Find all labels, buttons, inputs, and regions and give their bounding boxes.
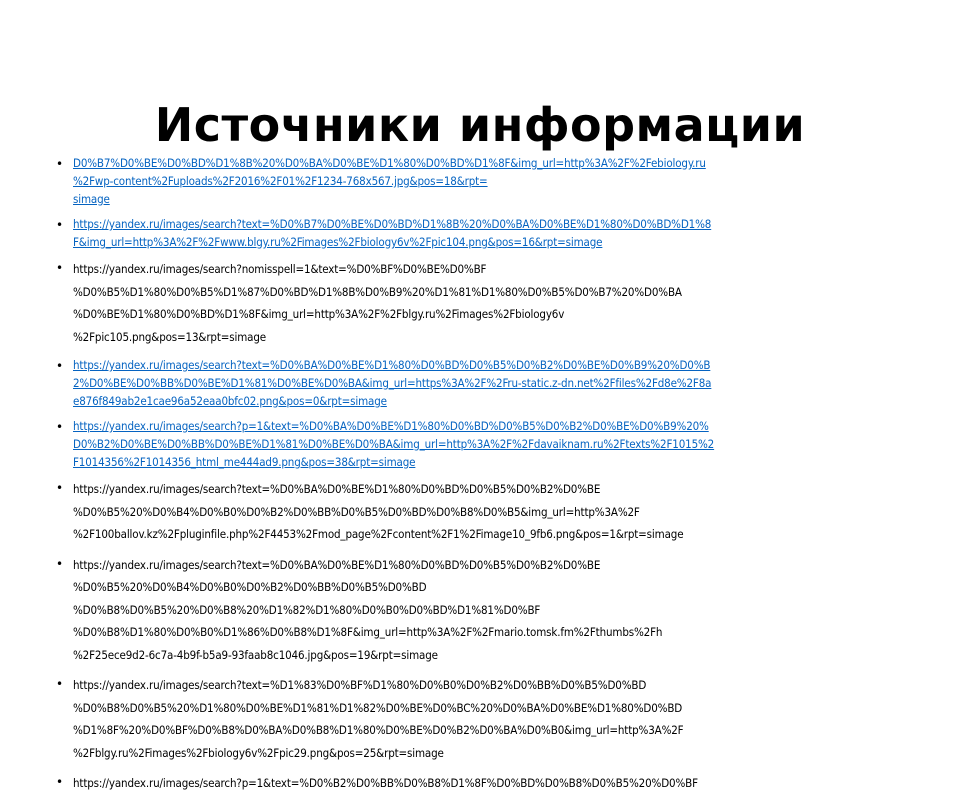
source-line: %D0%B8%D0%B5%20%D1%80%D0%BE%D1%81%D1%82%D0%BE%D0%BC%20%D0%BA%D0%BE%D1%80%D0%BD: [73, 700, 683, 715]
source-text: [73, 258, 916, 348]
source-line: %D0%BE%D1%80%D0%BD%D1%8F&img_url=http%3A%2F%2Fblgy.ru%2Fimages%2Fbiology6v: [73, 307, 565, 321]
source-line[interactable]: F&img_url=http%3A%2F%2Fwww.blgy.ru%2Fimages%2Fbiology6v%2Fpic104.png&pos=16&rpt=simage: [73, 235, 603, 249]
source-text: [73, 554, 916, 667]
source-line[interactable]: D0%B2%D0%BE%D0%BB%D0%BE%D1%81%D0%BE%D0%BA&img_url=http%3A%2F%2Fdavaiknam.ru%2Ftexts%2F1015%2: [73, 437, 715, 451]
source-line: %2F25ece9d2-6c7a-4b9f-b5a9-93faab8c1046.jpg&pos=19&rpt=simage: [73, 647, 438, 662]
source-line: %2F100ballov.kz%2Fpluginfile.php%2F4453%2Fmod_page%2Fcontent%2F1%2Fimage10_9fb6.png&pos=1&rpt=simage: [73, 527, 684, 541]
source-line[interactable]: https://yandex.ru/images/search?text=%D0%BA%D0%BE%D1%80%D0%BD%D0%B5%D0%B2%D0%BE%D0%B9%20%D0%B: [73, 358, 711, 372]
source-line: %D0%B5%20%D0%B4%D0%B0%D0%B2%D0%BB%D0%B5%D0%BD: [73, 580, 427, 594]
source-line: %D0%B8%D1%80%D0%B0%D1%86%D0%B8%D1%8F&img_url=http%3A%2F%2Fmario.tomsk.fm%2Fthumbs%2Fh: [73, 625, 663, 639]
source-link[interactable]: [73, 417, 916, 471]
source-item[interactable]: [56, 154, 916, 208]
source-line[interactable]: F1014356%2F1014356_html_me444ad9.png&pos=38&rpt=simage: [73, 455, 416, 469]
source-line[interactable]: D0%B7%D0%BE%D0%BD%D1%8B%20%D0%BA%D0%BE%D1%80%D0%BD%D1%8F&img_url=http%3A%2F%2Febiology.ru: [73, 156, 706, 170]
source-item: [56, 478, 916, 546]
bullet-icon: •: [56, 556, 64, 571]
bullet-icon: •: [56, 677, 64, 691]
bullet-icon: •: [56, 359, 64, 373]
source-line[interactable]: 2%D0%BE%D0%BB%D0%BE%D1%81%D0%BE%D0%BA&img_url=https%3A%2F%2Fru-static.z-dn.net%2Ffiles%2Fd8e%2F8a: [73, 376, 712, 390]
source-line: %D0%B5%20%D0%B4%D0%B0%D0%B2%D0%BB%D0%B5%D0%BD%D0%B8%D0%B5&img_url=http%3A%2F: [73, 504, 640, 519]
source-line: %D0%B5%D1%80%D0%B5%D1%87%D0%BD%D1%8B%D0%B9%20%D1%81%D1%80%D0%B5%D0%B7%20%D0%BA: [73, 284, 682, 299]
bullet-icon: •: [56, 218, 64, 232]
source-link[interactable]: [73, 154, 916, 208]
source-line[interactable]: simage: [73, 192, 110, 206]
source-line: https://yandex.ru/images/search?p=1&text=%D0%B2%D0%BB%D0%B8%D1%8F%D0%BD%D0%B8%D0%B5%20%D0%BF: [73, 776, 698, 790]
source-item[interactable]: [56, 417, 916, 471]
slide-title: Источники информации: [154, 97, 806, 152]
source-link[interactable]: [73, 356, 916, 410]
source-line: %2Fblgy.ru%2Fimages%2Fbiology6v%2Fpic29.png&pos=25&rpt=simage: [73, 745, 444, 760]
source-line[interactable]: https://yandex.ru/images/search?text=%D0%B7%D0%BE%D0%BD%D1%8B%20%D0%BA%D0%BE%D1%80%D0%BD%D1%8: [73, 217, 712, 231]
source-line[interactable]: %2Fwp-content%2Fuploads%2F2016%2F01%2F1234-768x567.jpg&pos=18&rpt=: [73, 174, 488, 188]
bullet-icon: •: [56, 481, 64, 495]
source-item[interactable]: [56, 356, 916, 410]
bullet-icon: •: [56, 157, 64, 171]
source-line: %D0%B8%D0%B5%20%D0%B8%20%D1%82%D1%80%D0%B0%D0%BD%D1%81%D0%BF: [73, 602, 541, 617]
source-link[interactable]: [73, 215, 916, 251]
source-line: https://yandex.ru/images/search?nomisspell=1&text=%D0%BF%D0%BE%D0%BF: [73, 262, 487, 276]
source-item: [56, 674, 916, 764]
sources-list: [56, 154, 916, 803]
source-item[interactable]: [56, 215, 916, 251]
bullet-icon: •: [56, 261, 64, 275]
bullet-icon: •: [56, 420, 64, 434]
source-item: [56, 258, 916, 348]
source-text: [73, 772, 916, 795]
source-line: https://yandex.ru/images/search?text=%D0%BA%D0%BE%D1%80%D0%BD%D0%B5%D0%B2%D0%BE: [73, 482, 601, 496]
bullet-icon: •: [56, 775, 64, 789]
source-item: [56, 772, 916, 795]
source-line[interactable]: e876f849ab2e1cae96a52eaa0bfc02.png&pos=0&rpt=simage: [73, 394, 387, 408]
source-item: [56, 554, 916, 667]
source-line: %D1%8F%20%D0%BF%D0%B8%D0%BA%D0%B8%D1%80%D0%BE%D0%B2%D0%BA%D0%B0&img_url=http%3A%2F: [73, 723, 684, 737]
source-text: [73, 478, 916, 546]
source-line: https://yandex.ru/images/search?text=%D0%BA%D0%BE%D1%80%D0%BD%D0%B5%D0%B2%D0%BE: [73, 557, 601, 572]
source-line: https://yandex.ru/images/search?text=%D1%83%D0%BF%D1%80%D0%B0%D0%B2%D0%BB%D0%B5%D0%BD: [73, 678, 647, 692]
source-line: %2Fpic105.png&pos=13&rpt=simage: [73, 329, 267, 344]
source-line[interactable]: https://yandex.ru/images/search?p=1&text=%D0%BA%D0%BE%D1%80%D0%BD%D0%B5%D0%B2%D0%BE%D0%B9%20%: [73, 419, 709, 433]
source-text: [73, 674, 916, 764]
